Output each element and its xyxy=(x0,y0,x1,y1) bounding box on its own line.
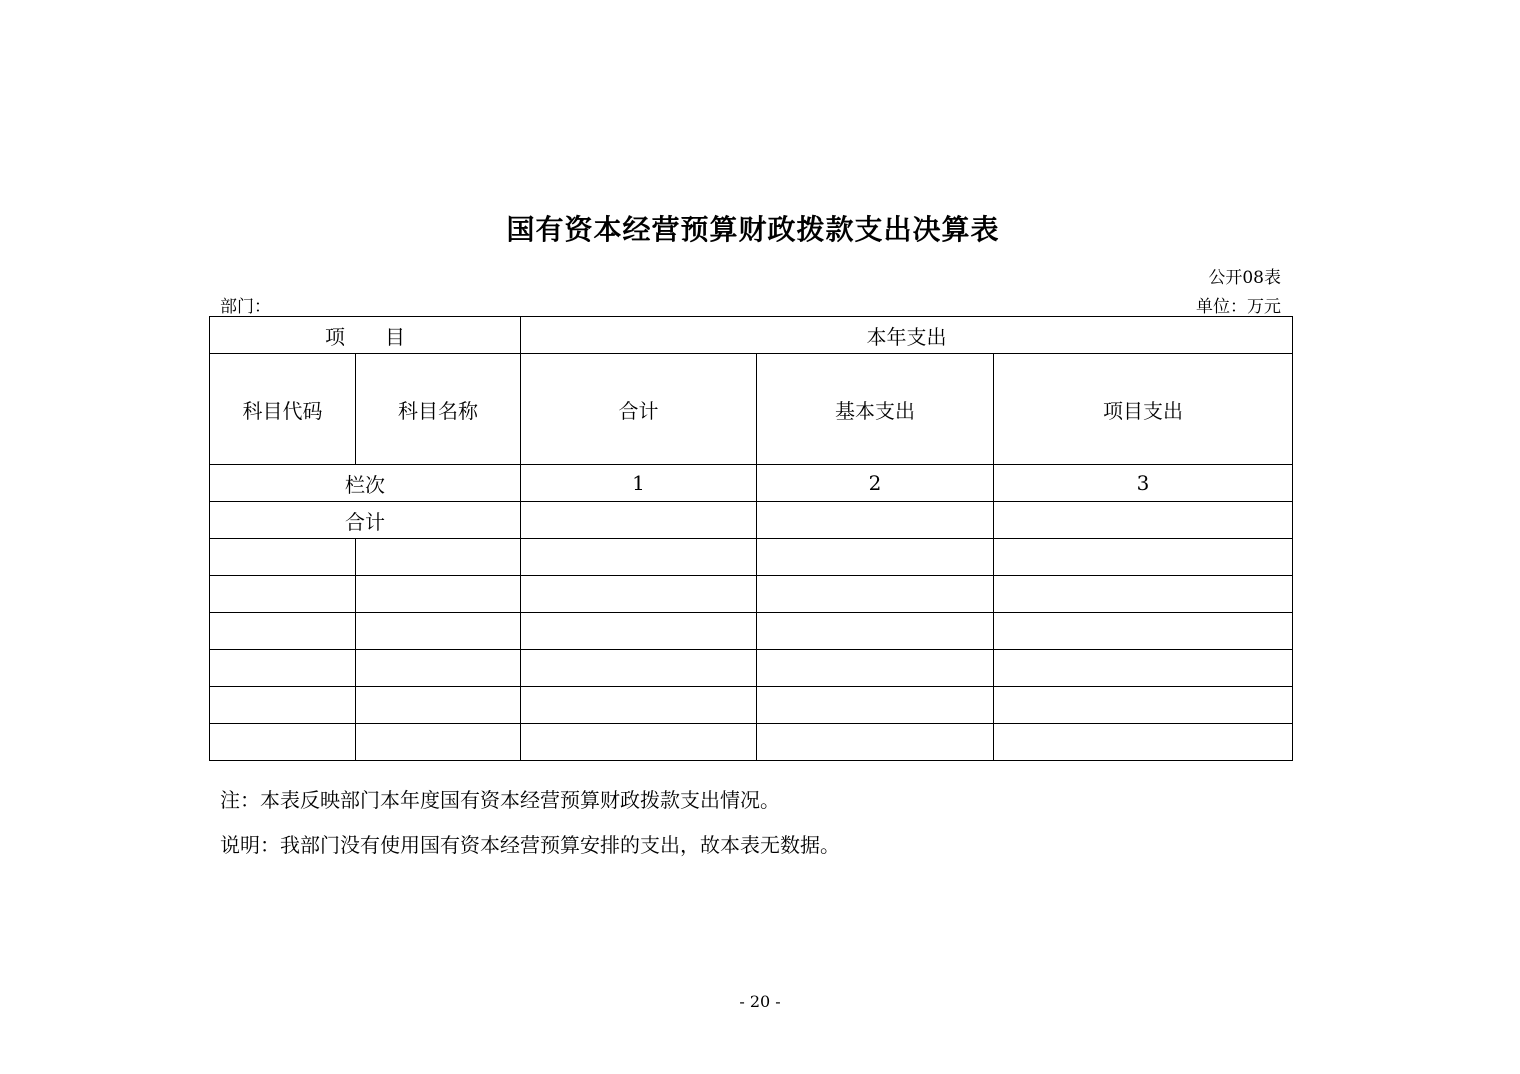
cell-total xyxy=(521,687,757,724)
page-title: 国有资本经营预算财政拨款支出决算表 xyxy=(506,213,1000,246)
cell-project xyxy=(994,613,1293,650)
cell-code xyxy=(210,539,356,576)
column-index-row xyxy=(210,465,1293,502)
cell-project xyxy=(994,687,1293,724)
total-row-basic xyxy=(757,502,994,539)
cell-project xyxy=(994,650,1293,687)
page-number: - 20 - xyxy=(739,992,781,1011)
table-note: 注：本表反映部门本年度国有资本经营预算财政拨款支出情况。 xyxy=(220,788,780,812)
total-row-label: 合计 xyxy=(210,502,521,539)
expenditure-table xyxy=(209,316,1293,761)
table-row xyxy=(210,613,1293,650)
table-row xyxy=(210,576,1293,613)
cell-code xyxy=(210,650,356,687)
header-basic-expense: 基本支出 xyxy=(757,354,994,465)
header-subject-name: 科目名称 xyxy=(356,354,521,465)
table-explanation: 说明：我部门没有使用国有资本经营预算安排的支出，故本表无数据。 xyxy=(220,833,840,857)
cell-total xyxy=(521,576,757,613)
unit-label: 单位：万元 xyxy=(1196,297,1281,317)
column-index-label: 栏次 xyxy=(210,465,521,502)
table-row xyxy=(210,539,1293,576)
total-row xyxy=(210,502,1293,539)
header-year-expense-group: 本年支出 xyxy=(521,317,1293,354)
cell-name xyxy=(356,724,521,761)
column-index-2: 2 xyxy=(757,465,994,502)
cell-basic xyxy=(757,539,994,576)
header-total: 合计 xyxy=(521,354,757,465)
cell-name xyxy=(356,687,521,724)
column-index-1: 1 xyxy=(521,465,757,502)
column-index-3: 3 xyxy=(994,465,1293,502)
cell-code xyxy=(210,613,356,650)
table-row xyxy=(210,724,1293,761)
total-row-project xyxy=(994,502,1293,539)
header-project-expense: 项目支出 xyxy=(994,354,1293,465)
cell-name xyxy=(356,539,521,576)
cell-basic xyxy=(757,576,994,613)
cell-total xyxy=(521,650,757,687)
table-row xyxy=(210,650,1293,687)
cell-name xyxy=(356,576,521,613)
table-row xyxy=(210,687,1293,724)
cell-code xyxy=(210,687,356,724)
header-row-columns xyxy=(210,354,1293,465)
cell-total xyxy=(521,539,757,576)
cell-name xyxy=(356,650,521,687)
cell-basic xyxy=(757,724,994,761)
cell-total xyxy=(521,724,757,761)
cell-project xyxy=(994,724,1293,761)
cell-basic xyxy=(757,687,994,724)
header-subject-code: 科目代码 xyxy=(210,354,356,465)
cell-name xyxy=(356,613,521,650)
cell-total xyxy=(521,613,757,650)
form-number: 公开08表 xyxy=(1208,268,1281,288)
header-item-group: 项 目 xyxy=(210,317,521,354)
cell-code xyxy=(210,724,356,761)
cell-project xyxy=(994,539,1293,576)
cell-basic xyxy=(757,650,994,687)
department-label: 部门： xyxy=(220,297,271,317)
cell-basic xyxy=(757,613,994,650)
total-row-total xyxy=(521,502,757,539)
cell-code xyxy=(210,576,356,613)
cell-project xyxy=(994,576,1293,613)
header-row-group xyxy=(210,317,1293,354)
